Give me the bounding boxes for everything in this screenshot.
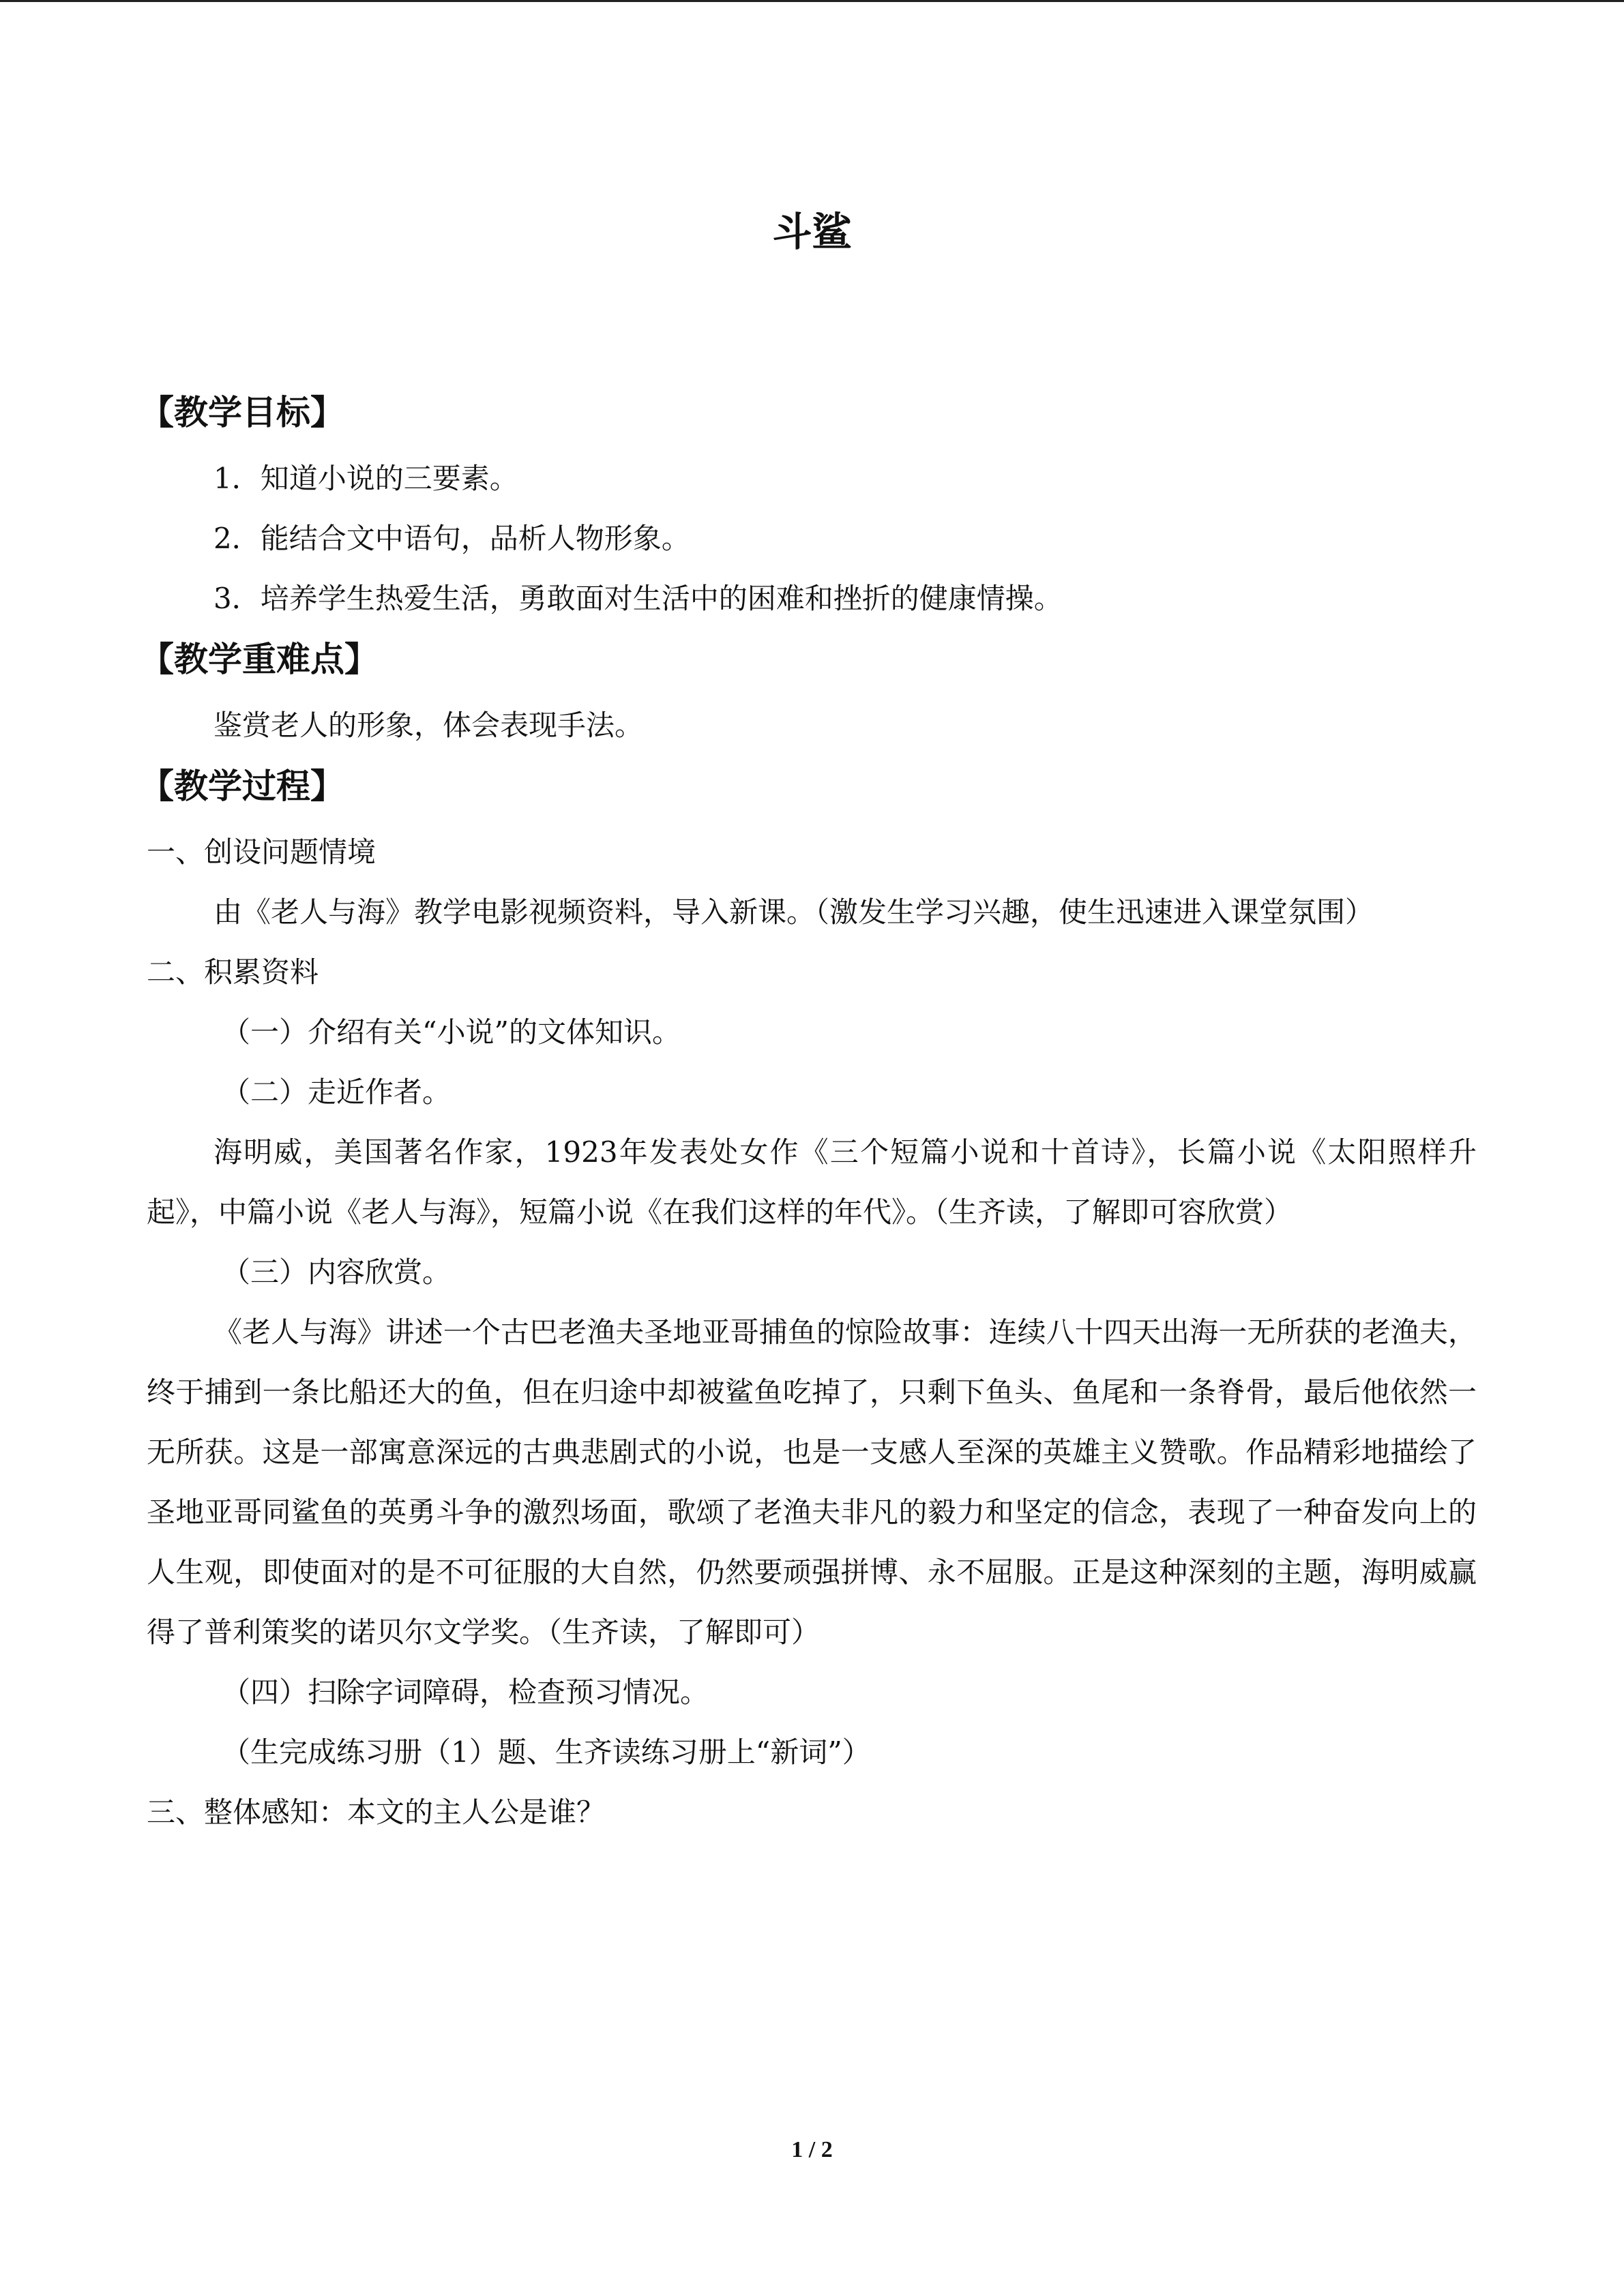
process-heading: 【教学过程】 — [140, 766, 344, 806]
content-paragraph: 《老人与海》讲述一个古巴老渔夫圣地亚哥捕鱼的惊险故事：连续八十四天出海一无所获的老渔夫，终于捕到一条比船还大的鱼，但在归途中却被鲨鱼吃掉了，只剩下鱼头、鱼尾和一条脊骨，最后他依然一无所获。这是一部寓意深远的古典悲剧式的小说，也是一支感人至深的英雄主义赞歌。作品精彩地描绘了圣地亚哥同鲨鱼的英勇斗争的激烈场面，歌颂了老渔夫非凡的毅力和坚定的信念，表现了一种奋发向上的人生观，即使面对的是不可征服的大自然，仍然要顽强拼博、永不屈服。正是这种深刻的主题，海明威赢得了普利策奖的诺贝尔文学奖。（生齐读，了解即可） — [147, 1315, 1477, 1649]
step3-title: 三、整体感知：本文的主人公是谁？ — [147, 1795, 606, 1829]
page-number: 1 / 2 — [791, 2137, 833, 2162]
step1-title: 一、创设问题情境 — [147, 835, 377, 869]
step2-subsection-1: （一）介绍有关“小说”的文体知识。 — [222, 1015, 681, 1049]
top-border-line — [0, 0, 1624, 2]
objective-item-1: 1．知道小说的三要素。 — [213, 462, 518, 495]
objectives-heading: 【教学目标】 — [140, 393, 344, 432]
document-title: 斗鲨 — [772, 209, 852, 255]
step2-subsection-3: （三）内容欣赏。 — [222, 1255, 452, 1289]
step2-subsection-2: （二）走近作者。 — [222, 1075, 452, 1109]
objective-item-3: 3．培养学生热爱生活，勇敢面对生活中的困难和挫折的健康情操。 — [213, 582, 1063, 615]
step2-subsection-4-note: （生完成练习册（1）题、生齐读练习册上“新词”） — [222, 1735, 871, 1769]
author-paragraph: 海明威，美国著名作家，1923年发表处女作《三个短篇小说和十首诗》，长篇小说《太阳照样升起》，中篇小说《老人与海》，短篇小说《在我们这样的年代》。（生齐读，了解即可容欣赏） — [147, 1135, 1477, 1229]
step2-subsection-4: （四）扫除字词障碍，检查预习情况。 — [222, 1675, 709, 1709]
objective-item-2: 2．能结合文中语句，品析人物形象。 — [213, 522, 690, 555]
step2-title: 二、积累资料 — [147, 955, 319, 989]
step1-text: 由《老人与海》教学电影视频资料，导入新课。（激发生学习兴趣，使生迅速进入课堂氛围） — [213, 895, 1374, 929]
document-body — [140, 382, 1477, 1843]
key-points-text: 鉴赏老人的形象，体会表现手法。 — [213, 709, 644, 742]
key-points-heading: 【教学重难点】 — [140, 640, 379, 679]
